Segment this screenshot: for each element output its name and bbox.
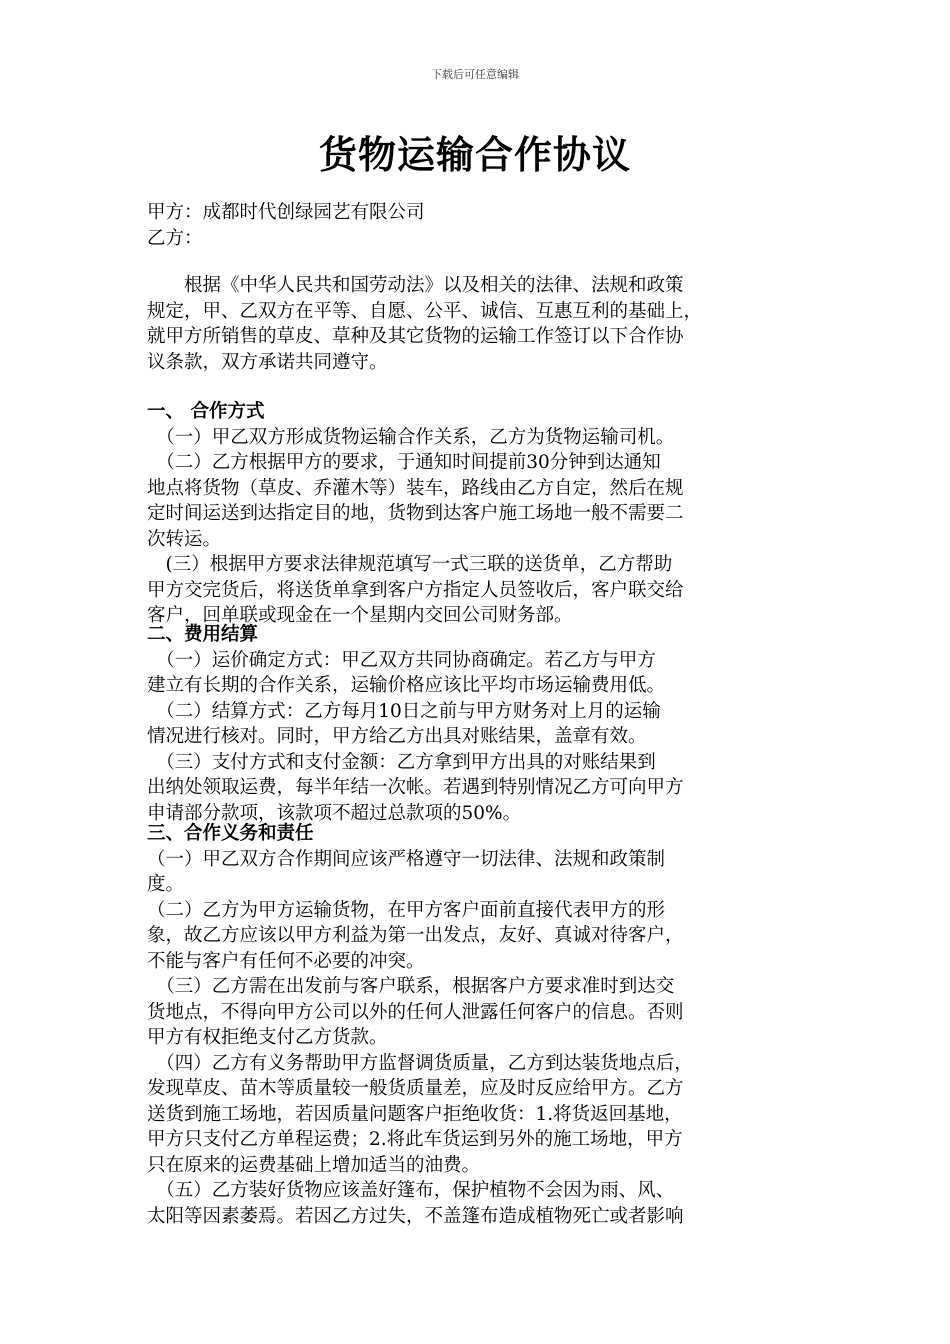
- intro-line: 根据《中华人民共和国劳动法》以及相关的法律、法规和政策: [147, 275, 684, 296]
- section-line: 只在原来的运费基础上增加适当的油费。: [147, 1154, 481, 1176]
- party-b-line: 乙方：: [147, 227, 203, 249]
- section-line: 客户，回单联或现金在一个星期内交回公司财务部。: [147, 605, 573, 626]
- section-line: （五）乙方装好货物应该盖好篷布，保护植物不会因为雨、风、: [147, 1180, 675, 1201]
- section-line: （二）乙方为甲方运输货物，在甲方客户面前直接代表甲方的形: [147, 899, 666, 921]
- section-line: 象，故乙方应该以甲方利益为第一出发点，友好、真诚对待客户，: [147, 925, 684, 946]
- section-line: 度。: [147, 874, 185, 895]
- section-line: （三）乙方需在出发前与客户联系，根据客户方要求准时到达交: [147, 976, 675, 997]
- intro-line: 议条款，双方承诺共同遵守。: [147, 351, 388, 373]
- section-line: 情况进行核对。同时，甲方给乙方出具对账结果，盖章有效。: [147, 726, 647, 747]
- section-line: （一）甲乙双方合作期间应该严格遵守一切法律、法规和政策制: [147, 848, 666, 870]
- section-fee-settlement: [147, 622, 807, 826]
- section-line: （二）乙方根据甲方的要求，于通知时间提前30分钟到达通知: [147, 452, 661, 473]
- section-line: 出纳处领取运费，每半年结一次帐。若遇到特别情况乙方可向甲方: [147, 777, 684, 798]
- section-line: （三）支付方式和支付金额：乙方拿到甲方出具的对账结果到: [147, 751, 656, 773]
- section-line: 定时间运送到达指定目的地，货物到达客户施工场地一般不需要二: [147, 503, 684, 524]
- section-line: 送货到施工场地，若因质量问题客户拒绝收货：1.将货返回基地，: [147, 1103, 683, 1125]
- section-cooperation-mode: [147, 399, 807, 629]
- section-line: 地点将货物（草皮、乔灌木等）装车，路线由乙方自定，然后在规: [147, 477, 684, 499]
- section-line: 建立有长期的合作关系，运输价格应该比平均市场运输费用低。: [147, 675, 666, 696]
- section-line: 货地点，不得向甲方公司以外的任何人泄露任何客户的信息。否则: [147, 1001, 684, 1023]
- section-line: 申请部分款项，该款项不超过总款项的50%。: [147, 802, 522, 824]
- intro-line: 就甲方所销售的草皮、草种及其它货物的运输工作签订以下合作协: [147, 326, 684, 347]
- section-heading: 三、合作义务和责任: [147, 823, 314, 844]
- section-line: 甲方有权拒绝支付乙方货款。: [147, 1027, 388, 1048]
- section-obligations: [147, 821, 807, 1229]
- section-line: 次转运。: [147, 528, 222, 550]
- document-title: 货物运输合作协议: [318, 133, 631, 177]
- section-heading: 一、 合作方式: [147, 401, 265, 422]
- section-line: （二）结算方式：乙方每月10日之前与甲方财务对上月的运输: [147, 700, 661, 722]
- intro-line: 规定，甲、乙双方在平等、自愿、公平、诚信、互惠互利的基础上，: [147, 300, 703, 322]
- intro-paragraph: [147, 273, 807, 375]
- party-a-line: 甲方：成都时代创绿园艺有限公司: [147, 202, 425, 223]
- section-line: （四）乙方有义务帮助甲方监督调货质量，乙方到达装货地点后，: [147, 1052, 693, 1074]
- section-line: （一）甲乙双方形成货物运输合作关系，乙方为货物运输司机。: [147, 426, 675, 448]
- section-line: (三）根据甲方要求法律规范填写一式三联的送货单，乙方帮助: [147, 554, 673, 575]
- section-line: 太阳等因素萎焉。若因乙方过失，不盖篷布造成植物死亡或者影响: [147, 1205, 684, 1227]
- section-heading: 二、费用结算: [147, 624, 259, 645]
- section-line: （一）运价确定方式：甲乙双方共同协商确定。若乙方与甲方: [147, 649, 656, 671]
- section-line: 甲方交完货后，将送货单拿到客户方指定人员签收后，客户联交给: [147, 579, 684, 601]
- section-line: 甲方只支付乙方单程运费；2.将此车货运到另外的施工场地，甲方: [147, 1129, 683, 1150]
- parties-block: [147, 200, 807, 251]
- section-line: 不能与客户有任何不必要的冲突。: [147, 950, 425, 972]
- download-note: 下载后可任意编辑: [431, 68, 519, 81]
- section-line: 发现草皮、苗木等质量较一般货质量差，应及时反应给甲方。乙方: [147, 1078, 684, 1099]
